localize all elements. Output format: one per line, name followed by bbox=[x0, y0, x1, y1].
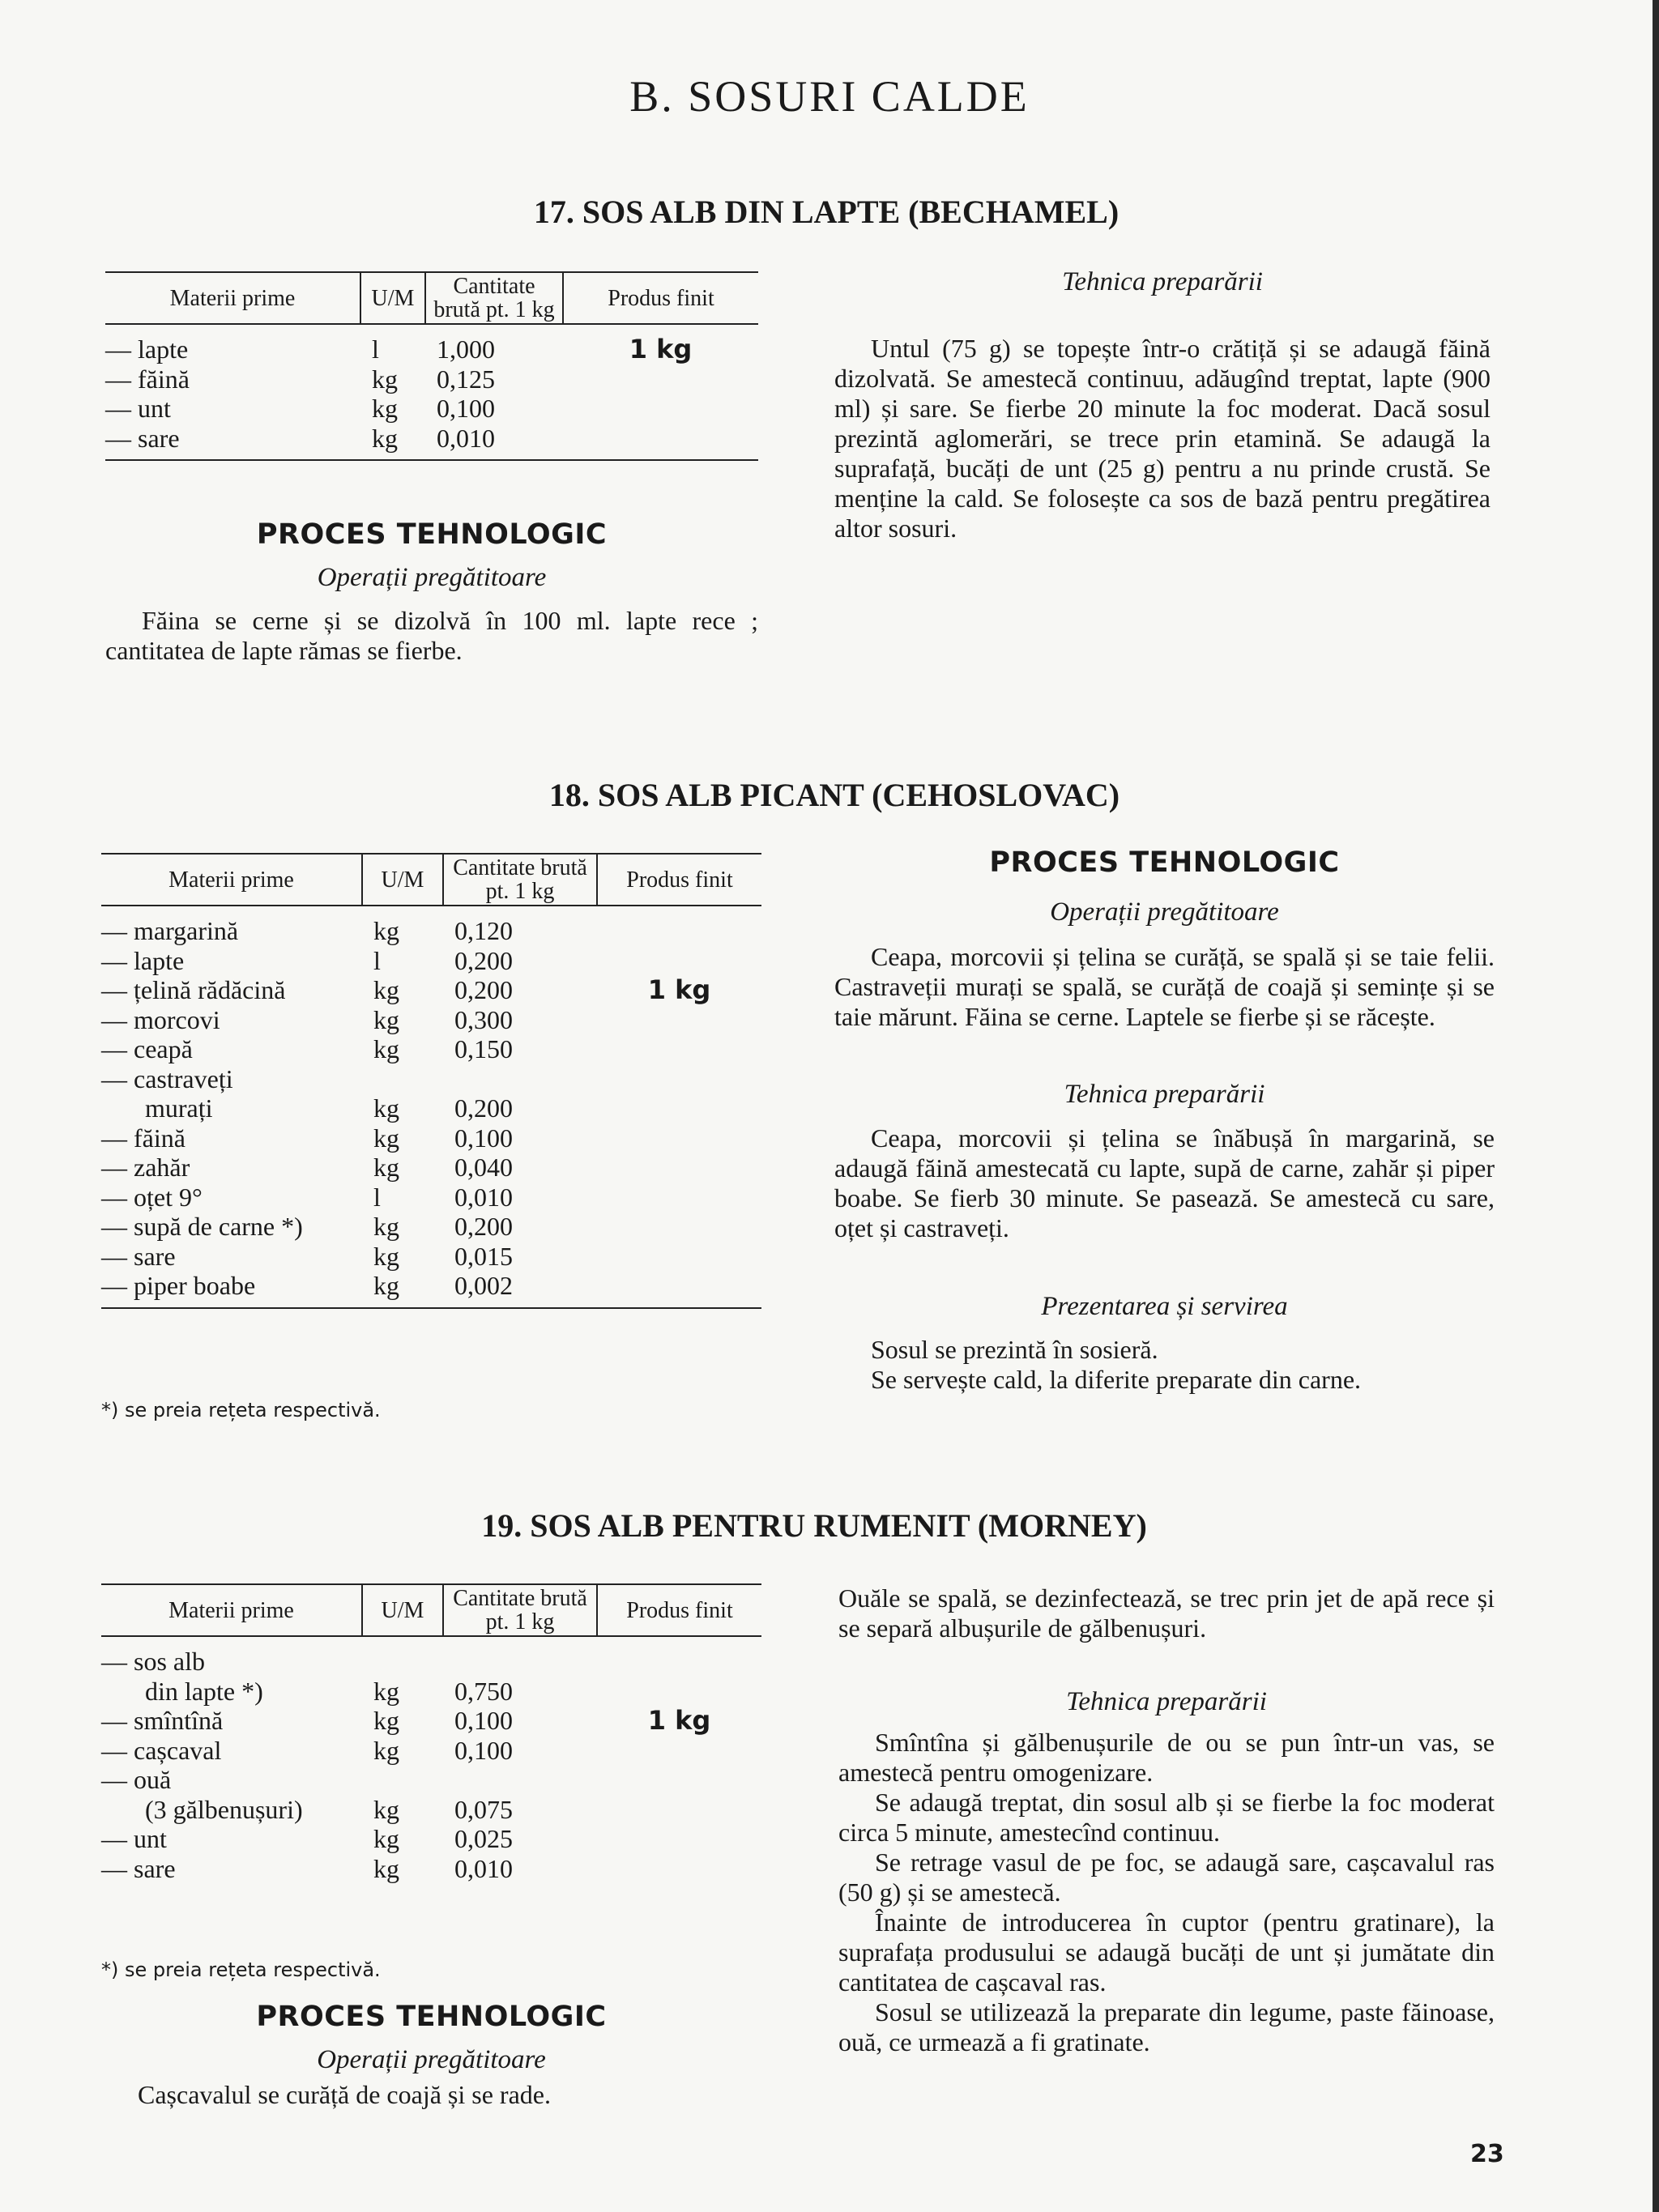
recipe-18-technique-heading: Tehnica preparării bbox=[1064, 1080, 1265, 1109]
ingredient-qty: 0,200 bbox=[454, 1212, 513, 1241]
paragraph: Făina se cerne și se dizolvă în 100 ml. lapte rece ; cantitatea de lapte rămas se fierbe. bbox=[105, 606, 758, 665]
table-row bbox=[105, 324, 758, 364]
table-row bbox=[101, 1242, 761, 1272]
ingredient-name: — piper boabe bbox=[101, 1271, 362, 1308]
recipe-19-footnote: *) se preia rețeta respectivă. bbox=[101, 1958, 381, 1981]
ingredient-unit bbox=[362, 1636, 443, 1677]
ingredient-name: — margarină bbox=[101, 916, 239, 945]
ingredient-name: — ceapă bbox=[101, 1034, 193, 1063]
table-row bbox=[101, 1153, 761, 1183]
table-row bbox=[101, 1005, 761, 1035]
table-row bbox=[101, 1183, 761, 1213]
ingredient-name: — cașcaval bbox=[101, 1735, 222, 1765]
col-header-materials: Materii prime bbox=[105, 272, 360, 324]
ingredient-unit: kg bbox=[372, 364, 398, 394]
ingredient-qty: 0,125 bbox=[437, 364, 495, 394]
ingredient-name: — țelină rădăcină bbox=[101, 975, 286, 1004]
col-header-quantity: Cantitate brută pt. 1 kg bbox=[443, 1584, 597, 1636]
ingredient-unit: kg bbox=[373, 1212, 399, 1241]
table-row bbox=[101, 1677, 761, 1707]
ingredient-name: — sare bbox=[105, 424, 360, 461]
table-row bbox=[101, 1795, 761, 1825]
ingredient-unit: kg bbox=[373, 1706, 399, 1735]
product-yield: 1 kg bbox=[647, 974, 711, 1005]
ingredient-unit: kg bbox=[372, 394, 398, 423]
col-header-unit: U/M bbox=[362, 854, 443, 906]
recipe-19-ingredients-table bbox=[101, 1583, 761, 1883]
ingredient-qty: 0,750 bbox=[454, 1676, 513, 1706]
recipe-18-prep-text bbox=[834, 942, 1495, 1032]
col-header-materials: Materii prime bbox=[101, 854, 362, 906]
paragraph: Ceapa, morcovii și țelina se curăță, se spală și se taie felii. Castraveții murați se spală, se curăță de coajă și semințe și se taie mărunt. Făina se cerne. Laptele se fierbe și se răcește. bbox=[834, 942, 1495, 1031]
paragraph: Ceapa, morcovii și țelina se înăbușă în margarină, se adaugă făină amestecată cu lapte, supă de carne, zahăr și piper boabe. Se fierb 30 minute. Se pasează. Se amestecă cu sare, oțet și castraveți. bbox=[834, 1123, 1495, 1242]
ingredient-name: — unt bbox=[101, 1824, 167, 1853]
col-header-unit: U/M bbox=[362, 1584, 443, 1636]
col-header-unit: U/M bbox=[360, 272, 425, 324]
ingredient-qty: 0,015 bbox=[454, 1241, 513, 1271]
paragraph: Cașcavalul se curăță de coajă și se rade. bbox=[138, 2080, 551, 2109]
recipe-18-footnote: *) se preia rețeta respectivă. bbox=[101, 1399, 381, 1421]
ingredient-qty bbox=[443, 1064, 597, 1094]
ingredient-unit: kg bbox=[373, 1093, 399, 1123]
ingredient-qty: 0,002 bbox=[443, 1271, 597, 1308]
product-yield: 1 kg bbox=[647, 1705, 711, 1736]
recipe-18-serving-text bbox=[834, 1335, 1495, 1395]
ingredient-name: — sare bbox=[101, 1241, 176, 1271]
ingredient-name: — castraveți bbox=[101, 1063, 233, 1093]
recipe-17-prep-text bbox=[105, 606, 758, 666]
ingredient-name: — supă de carne *) bbox=[101, 1212, 303, 1241]
ingredient-qty: 0,100 bbox=[437, 394, 495, 423]
table-row bbox=[101, 1824, 761, 1854]
table-row bbox=[101, 1736, 761, 1766]
ingredient-qty: 0,200 bbox=[454, 1093, 513, 1123]
table-row bbox=[105, 424, 758, 461]
recipe-19-process-heading: PROCES TEHNOLOGIC bbox=[256, 2001, 607, 2033]
ingredient-unit bbox=[362, 1064, 443, 1094]
recipe-19-prep-text bbox=[101, 2080, 761, 2110]
recipe-19-title: 19. SOS ALB PENTRU RUMENIT (MORNEY) bbox=[481, 1507, 1147, 1544]
recipe-18-process-heading: PROCES TEHNOLOGIC bbox=[989, 846, 1340, 879]
ingredient-qty: 0,200 bbox=[454, 975, 513, 1004]
ingredient-name: — unt bbox=[105, 394, 171, 423]
recipe-17-title: 17. SOS ALB DIN LAPTE (BECHAMEL) bbox=[533, 194, 1120, 230]
ingredient-unit: kg bbox=[373, 1824, 399, 1853]
table-row bbox=[101, 1854, 761, 1884]
ingredient-qty: 0,010 bbox=[425, 424, 563, 461]
paragraph: Untul (75 g) se topește într-o crătiță și se adaugă făină dizolvată. Se amestecă continuu, adăugînd treptat, lapte (900 ml) și sare. Se fierbe 20 minute la foc moderat. Dacă sosul prezintă aglomerări, se trece prin etamină. Se adaugă la suprafață, bucăți de unt (25 g) pentru a nu prinde crustă. Se menține la cald. Se folosește ca sos de bază pentru pregătirea altor sosuri. bbox=[834, 334, 1491, 543]
ingredient-unit: l bbox=[372, 335, 379, 364]
ingredient-name: — sare bbox=[101, 1853, 176, 1883]
page-number: 23 bbox=[1470, 2140, 1504, 2168]
table-row bbox=[101, 1093, 761, 1123]
ingredient-name: murați bbox=[145, 1093, 213, 1123]
ingredient-unit: kg bbox=[373, 916, 399, 945]
recipe-19-technique-text bbox=[838, 1728, 1495, 2057]
ingredient-unit: l bbox=[373, 1182, 381, 1212]
table-row bbox=[101, 975, 761, 1005]
col-header-quantity: Cantitate brută pt. 1 kg bbox=[425, 272, 563, 324]
ingredient-qty: 0,100 bbox=[454, 1735, 513, 1765]
recipe-19-prep-text-cont bbox=[838, 1583, 1495, 1643]
ingredient-name: — lapte bbox=[105, 335, 189, 364]
ingredient-qty: 0,075 bbox=[454, 1794, 513, 1824]
ingredient-name: din lapte *) bbox=[145, 1676, 263, 1706]
recipe-17-prep-heading: Operații pregătitoare bbox=[317, 563, 547, 592]
ingredient-unit: l bbox=[373, 945, 381, 975]
ingredient-name: — făină bbox=[101, 1123, 186, 1153]
paragraph: Sosul se utilizează la preparate din legume, paste făinoase, ouă, ce urmează a fi gratinate. bbox=[838, 1997, 1495, 2056]
ingredient-unit: kg bbox=[362, 1271, 443, 1308]
table-row bbox=[101, 946, 761, 976]
recipe-18-ingredients-table bbox=[101, 853, 761, 1309]
ingredient-qty: 0,300 bbox=[454, 1004, 513, 1034]
table-row bbox=[101, 1765, 761, 1795]
ingredient-qty: 0,150 bbox=[454, 1034, 513, 1063]
recipe-18-table-wrap bbox=[101, 853, 761, 1309]
page-edge-shadow bbox=[1653, 0, 1659, 2212]
ingredient-qty bbox=[443, 1765, 597, 1795]
col-header-materials: Materii prime bbox=[101, 1584, 362, 1636]
ingredient-name: — smîntînă bbox=[101, 1706, 224, 1735]
paragraph: Se adaugă treptat, din sosul alb și se fierbe la foc moderat circa 5 minute, amestecînd continuu. bbox=[838, 1788, 1495, 1847]
ingredient-qty: 0,010 bbox=[454, 1853, 513, 1883]
col-header-product: Produs finit bbox=[563, 272, 758, 324]
ingredient-qty: 0,200 bbox=[454, 945, 513, 975]
paragraph: Înainte de introducerea în cuptor (pentru gratinare), la suprafața produsului se adaugă bucăți de unt și jumătate din cantitatea de cașcaval ras. bbox=[838, 1907, 1495, 1997]
product-yield: 1 kg bbox=[629, 334, 693, 364]
ingredient-unit: kg bbox=[373, 1735, 399, 1765]
recipe-17-table-wrap bbox=[105, 271, 758, 461]
ingredient-unit: kg bbox=[360, 424, 425, 461]
ingredient-unit: kg bbox=[373, 1676, 399, 1706]
recipe-18-prep-heading: Operații pregătitoare bbox=[1050, 897, 1279, 927]
ingredient-unit: kg bbox=[373, 975, 399, 1004]
ingredient-unit: kg bbox=[373, 1794, 399, 1824]
recipe-19-table-wrap bbox=[101, 1583, 761, 1883]
paragraph: Smîntîna și gălbenușurile de ou se pun într-un vas, se amestecă pentru omogenizare. bbox=[838, 1728, 1495, 1787]
ingredient-qty: 0,100 bbox=[454, 1123, 513, 1153]
ingredient-name: — morcovi bbox=[101, 1004, 220, 1034]
ingredient-qty: 0,025 bbox=[454, 1824, 513, 1853]
ingredient-unit: kg bbox=[373, 1034, 399, 1063]
table-row bbox=[101, 1123, 761, 1153]
ingredient-unit: kg bbox=[373, 1123, 399, 1153]
col-header-product: Produs finit bbox=[597, 854, 761, 906]
paragraph: Se servește cald, la diferite preparate din carne. bbox=[871, 1365, 1362, 1394]
ingredient-name: (3 gălbenușuri) bbox=[145, 1794, 303, 1824]
table-row bbox=[101, 1271, 761, 1308]
ingredient-unit: kg bbox=[373, 1853, 399, 1883]
table-row bbox=[101, 1034, 761, 1064]
col-header-quantity: Cantitate brută pt. 1 kg bbox=[443, 854, 597, 906]
recipe-19-technique-heading: Tehnica preparării bbox=[1066, 1687, 1267, 1716]
paragraph: Sosul se prezintă în sosieră. bbox=[871, 1335, 1158, 1364]
paragraph: Se retrage vasul de pe foc, se adaugă sare, cașcavalul ras (50 g) și se amestecă. bbox=[838, 1848, 1495, 1907]
ingredient-unit: kg bbox=[373, 1004, 399, 1034]
table-row bbox=[101, 1064, 761, 1094]
ingredient-qty: 0,040 bbox=[454, 1153, 513, 1182]
col-header-product: Produs finit bbox=[597, 1584, 761, 1636]
recipe-17-technique-heading: Tehnica preparării bbox=[1062, 267, 1263, 296]
ingredient-name: — lapte bbox=[101, 945, 185, 975]
ingredient-qty: 1,000 bbox=[437, 335, 495, 364]
recipe-19-prep-heading: Operații pregătitoare bbox=[317, 2045, 546, 2074]
recipe-18-title: 18. SOS ALB PICANT (CEHOSLOVAC) bbox=[548, 777, 1120, 813]
ingredient-qty: 0,120 bbox=[454, 916, 513, 945]
recipe-18-serving-heading: Prezentarea și servirea bbox=[1041, 1292, 1288, 1321]
section-title: B. SOSURI CALDE bbox=[629, 72, 1030, 121]
ingredient-qty bbox=[443, 1636, 597, 1677]
ingredient-qty: 0,010 bbox=[454, 1182, 513, 1212]
ingredient-name: — sos alb bbox=[101, 1647, 205, 1676]
recipe-18-technique-text bbox=[834, 1123, 1495, 1243]
ingredient-unit bbox=[362, 1765, 443, 1795]
ingredient-name: — oțet 9° bbox=[101, 1182, 203, 1212]
table-row bbox=[105, 364, 758, 394]
paragraph: Ouăle se spală, se dezinfectează, se trec prin jet de apă rece și se separă albușurile de gălbenușuri. bbox=[838, 1583, 1495, 1643]
recipe-17-ingredients-table bbox=[105, 271, 758, 461]
table-row bbox=[105, 394, 758, 424]
recipe-17-process-heading: PROCES TEHNOLOGIC bbox=[256, 518, 608, 551]
table-row bbox=[101, 906, 761, 946]
table-row bbox=[101, 1636, 761, 1677]
recipe-17-technique-text bbox=[834, 334, 1491, 543]
ingredient-unit: kg bbox=[373, 1241, 399, 1271]
table-row bbox=[101, 1212, 761, 1242]
ingredient-unit: kg bbox=[373, 1153, 399, 1182]
table-row bbox=[101, 1706, 761, 1736]
ingredient-name: — zahăr bbox=[101, 1153, 190, 1182]
ingredient-name: — făină bbox=[105, 364, 190, 394]
ingredient-qty: 0,100 bbox=[454, 1706, 513, 1735]
ingredient-name: — ouă bbox=[101, 1765, 172, 1794]
